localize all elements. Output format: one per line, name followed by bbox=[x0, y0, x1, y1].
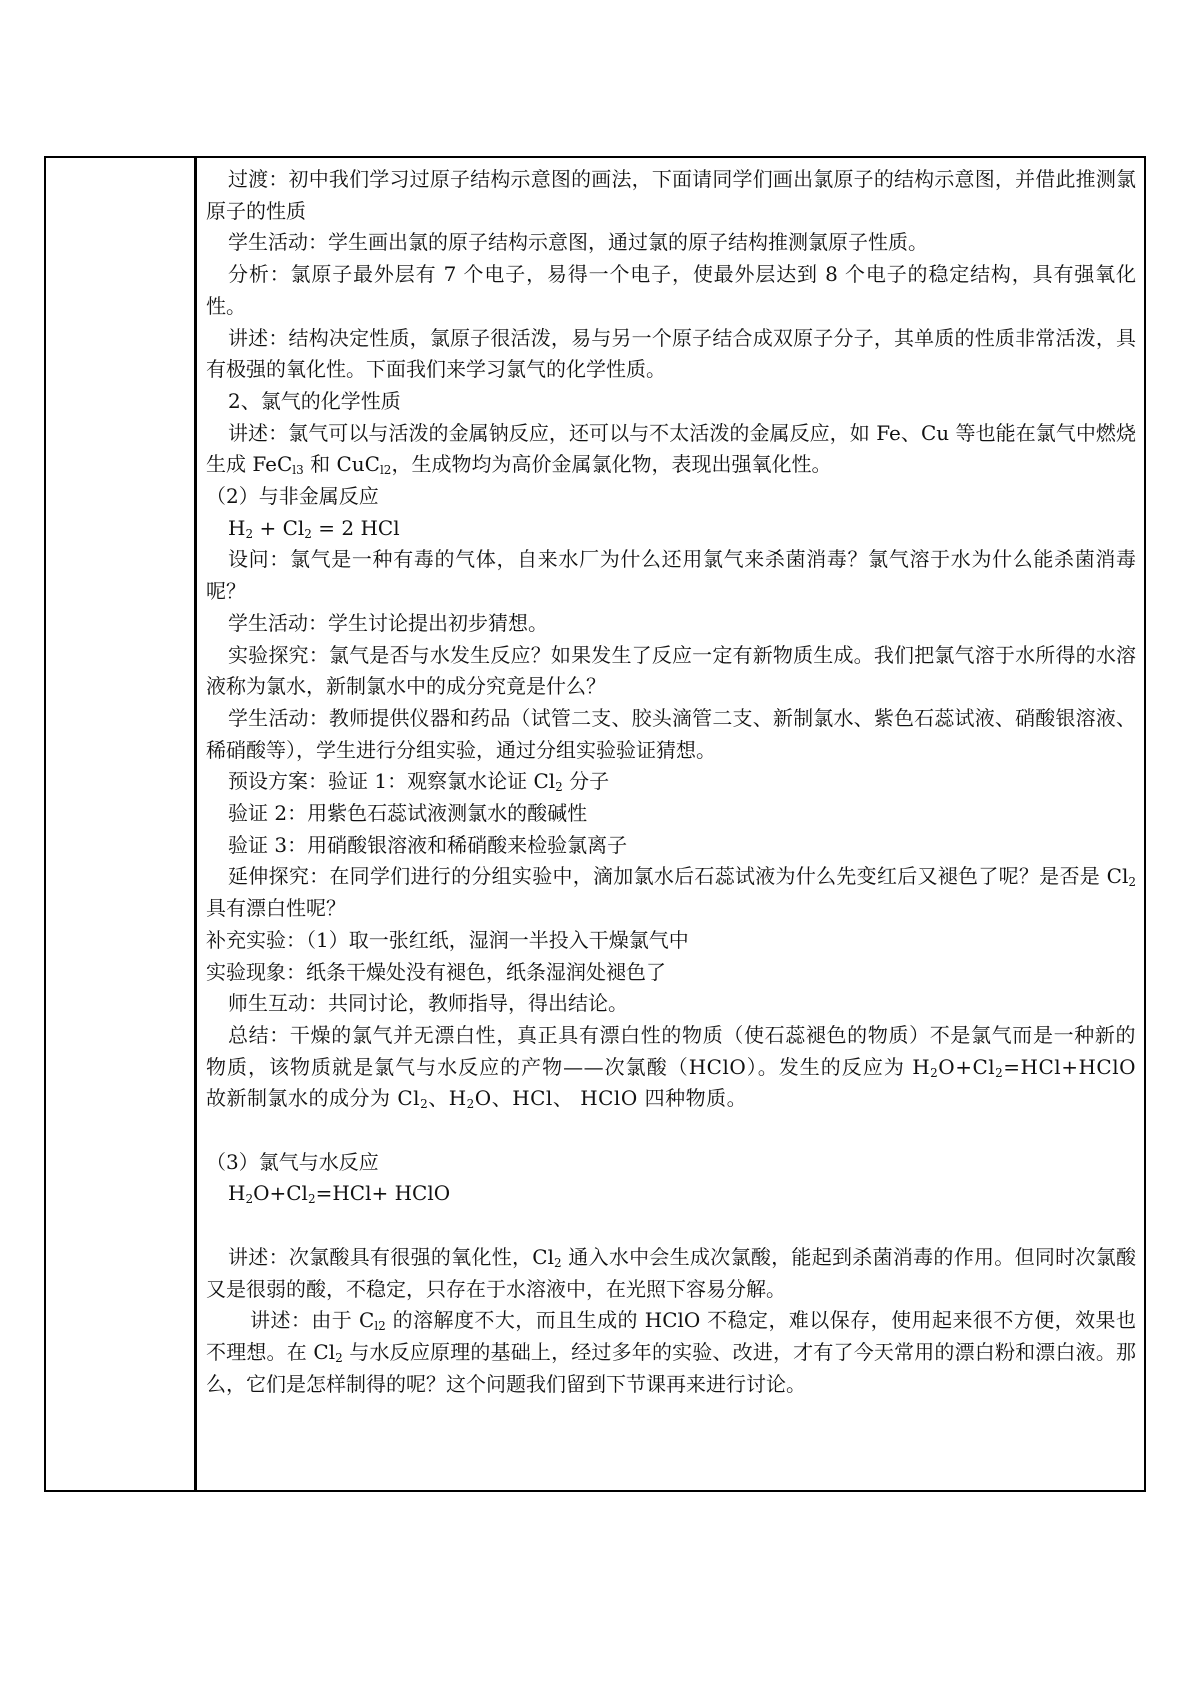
lesson-content bbox=[206, 164, 1136, 1400]
paragraph bbox=[206, 861, 1136, 924]
equation bbox=[206, 513, 1136, 545]
subscript: l3 bbox=[292, 463, 304, 478]
paragraph bbox=[206, 1305, 1136, 1400]
section-heading: 2、氯气的化学性质 bbox=[228, 388, 401, 413]
text-run: =HCl+HClO 故新制氯水的成分为 Cl bbox=[206, 1054, 1136, 1111]
paragraph: 设问：氯气是一种有毒的气体，自来水厂为什么还用氯气来杀菌消毒？氯气溶于水为什么能杀菌消毒呢？ bbox=[206, 547, 1136, 604]
subscript: 2 bbox=[420, 1097, 429, 1112]
subscript: 2 bbox=[304, 526, 312, 541]
text-run: 延伸探究：在同学们进行的分组实验中，滴加氯水后石蕊试液为什么先变红后又褪色了呢？是否是 Cl bbox=[228, 864, 1129, 889]
lesson-table bbox=[44, 156, 1146, 1492]
subscript: 2 bbox=[245, 526, 254, 541]
text-run: O、HCl、 HClO 四种物质。 bbox=[474, 1086, 748, 1111]
text-run: = 2 HCl bbox=[311, 515, 400, 540]
text-run: 讲述：由于 C bbox=[250, 1308, 375, 1333]
subsection-heading: （2）与非金属反应 bbox=[206, 484, 379, 509]
subscript: 2 bbox=[245, 1192, 254, 1207]
subscript: 2 bbox=[555, 780, 563, 795]
text-run: 分子 bbox=[562, 769, 610, 794]
subscript: 2 bbox=[466, 1097, 475, 1112]
text-run: O+Cl bbox=[938, 1054, 996, 1079]
paragraph: 过渡：初中我们学习过原子结构示意图的画法，下面请同学们画出氯原子的结构示意图，并借此推测氯原子的性质 bbox=[206, 167, 1136, 223]
subscript: 2 bbox=[1128, 875, 1136, 890]
paragraph bbox=[206, 1242, 1136, 1305]
text-run: ，生成物均为高价金属氯化物，表现出强氧化性。 bbox=[391, 452, 832, 477]
text-run: 具有漂白性呢？ bbox=[206, 896, 346, 921]
paragraph: 学生活动：教师提供仪器和药品（试管二支、胶头滴管二支、新制氯水、紫色石蕊试液、硝酸银溶液、稀硝酸等），学生进行分组实验，通过分组实验验证猜想。 bbox=[206, 705, 1136, 762]
subscript: 2 bbox=[995, 1065, 1004, 1080]
subscript: 2 bbox=[930, 1065, 939, 1080]
paragraph: 补充实验：（1）取一张红纸，湿润一半投入干燥氯气中 bbox=[206, 927, 689, 952]
blank-line bbox=[206, 1115, 1136, 1147]
paragraph: 师生互动：共同讨论，教师指导，得出结论。 bbox=[228, 991, 628, 1016]
text-run: O+Cl bbox=[253, 1181, 308, 1206]
subscript: 2 bbox=[307, 1192, 316, 1207]
text-run: H bbox=[228, 515, 246, 540]
text-run: + Cl bbox=[253, 515, 305, 540]
text-run: 的溶解度不大，而且生成的 HClO 不稳定，难以保存，使用起来很不方便，效果也不理想。在 Cl bbox=[206, 1308, 1137, 1364]
text-run: H bbox=[228, 1181, 246, 1206]
text-run: 和 CuC bbox=[303, 452, 380, 477]
text-run: 、H bbox=[428, 1086, 467, 1111]
subscript: 2 bbox=[335, 1350, 343, 1365]
paragraph: 验证 3：用硝酸银溶液和稀硝酸来检验氯离子 bbox=[228, 832, 628, 857]
paragraph: 分析：氯原子最外层有 7 个电子，易得一个电子，使最外层达到 8 个电子的稳定结构，具有强氧化性。 bbox=[206, 262, 1136, 318]
paragraph bbox=[206, 418, 1136, 481]
paragraph bbox=[206, 766, 1136, 798]
text-run: 与水反应原理的基础上，经过多年的实验、改进，才有了今天常用的漂白粉和漂白液。那么，它们是怎样制得的呢？这个问题我们留到下节课再来进行讨论。 bbox=[206, 1339, 1137, 1396]
text-run: =HCl+ HClO bbox=[315, 1181, 451, 1206]
paragraph bbox=[206, 1020, 1136, 1115]
equation bbox=[206, 1178, 1136, 1210]
subscript: 2 bbox=[554, 1255, 562, 1270]
paragraph: 验证 2：用紫色石蕊试液测氯水的酸碱性 bbox=[228, 801, 588, 826]
paragraph: 实验现象：纸条干燥处没有褪色，纸条湿润处褪色了 bbox=[206, 959, 666, 984]
paragraph: 实验探究：氯气是否与水发生反应？如果发生了反应一定有新物质生成。我们把氯气溶于水所得的水溶液称为氯水，新制氯水中的成分究竟是什么？ bbox=[206, 642, 1136, 699]
subscript: l2 bbox=[379, 463, 392, 478]
text-run: 预设方案：验证 1：观察氯水论证 Cl bbox=[228, 769, 556, 794]
paragraph: 学生活动：学生画出氯的原子结构示意图，通过氯的原子结构推测氯原子性质。 bbox=[228, 230, 928, 255]
column-divider bbox=[194, 158, 197, 1490]
subscript: l2 bbox=[374, 1319, 386, 1334]
blank-line bbox=[206, 1210, 1136, 1242]
subsection-heading: （3）氯气与水反应 bbox=[206, 1149, 379, 1174]
text-run: 总结：干燥的氯气并无漂白性，真正具有漂白性的物质（使石蕊褪色的物质）不是氯气而是一种新的物质，该物质就是氯气与水反应的产物——次氯酸（HClO）。发生的反应为 H bbox=[206, 1022, 1136, 1079]
text-run: 讲述：次氯酸具有很强的氧化性，Cl bbox=[228, 1244, 554, 1269]
left-column-cell bbox=[46, 158, 194, 1490]
paragraph: 讲述：结构决定性质，氯原子很活泼，易与另一个原子结合成双原子分子，其单质的性质非常活泼，具有极强的氧化性。下面我们来学习氯气的化学性质。 bbox=[206, 325, 1136, 382]
paragraph: 学生活动：学生讨论提出初步猜想。 bbox=[228, 610, 548, 635]
text-run: 通入水中会生成次氯酸，能起到杀菌消毒的作用。但同时次氯酸又是很弱的酸，不稳定，只存在于水溶液中，在光照下容易分解。 bbox=[206, 1244, 1137, 1301]
text-run: 讲述：氯气可以与活泼的金属钠反应，还可以与不太活泼的金属反应，如 Fe、Cu 等也能在氯气中燃烧生成 FeC bbox=[206, 420, 1136, 477]
